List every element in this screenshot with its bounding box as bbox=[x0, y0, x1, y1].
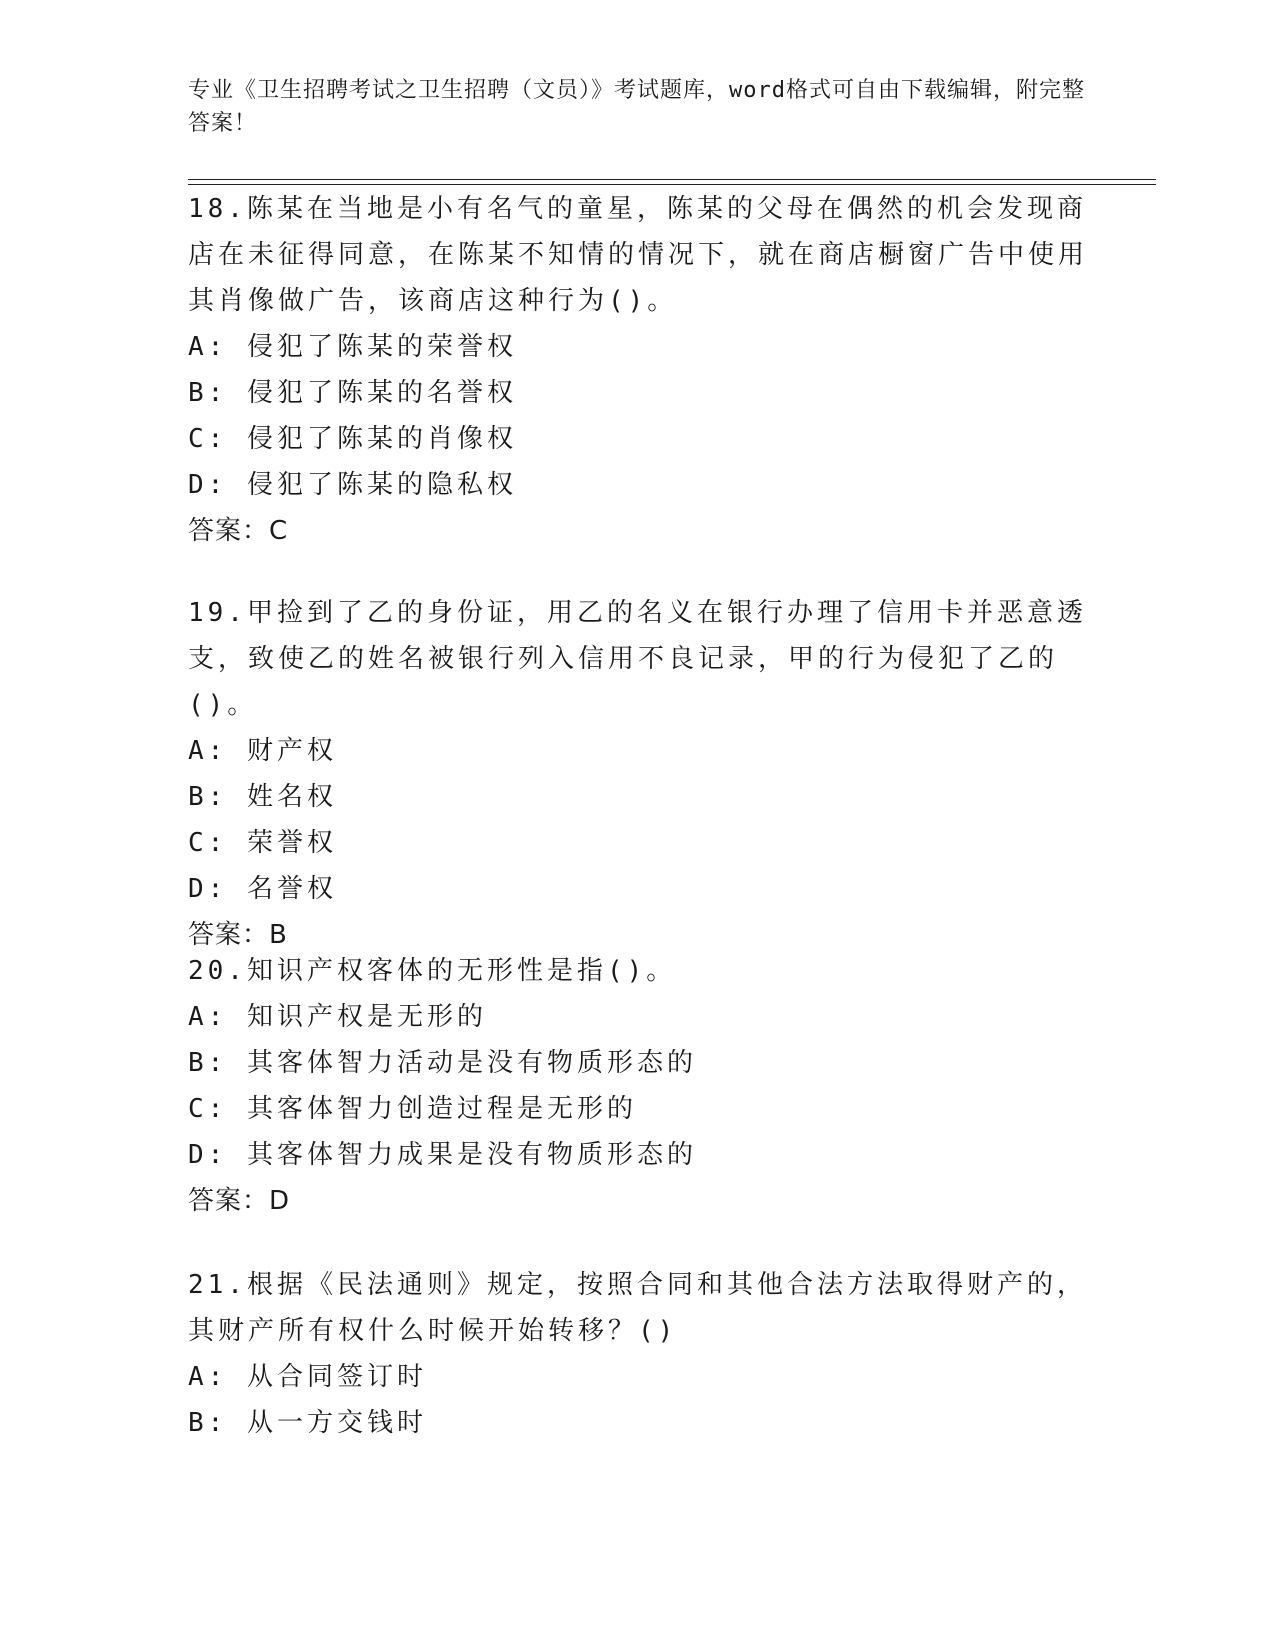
option-a: A: 从合同签订时 bbox=[188, 1362, 427, 1392]
option-b: B: 姓名权 bbox=[188, 782, 337, 812]
option-a: A: 知识产权是无形的 bbox=[188, 1002, 487, 1032]
answer-label: 答案：D bbox=[188, 1186, 291, 1216]
document-header: 专业《卫生招聘考试之卫生招聘（文员）》考试题库，word格式可自由下载编辑，附完整答案！ bbox=[188, 78, 1085, 136]
option-a: A: 侵犯了陈某的荣誉权 bbox=[188, 332, 517, 362]
question-21 bbox=[188, 1262, 1088, 1446]
question-stem: 21.根据《民法通则》规定，按照合同和其他合法方法取得财产的，其财产所有权什么时候开始转移？() bbox=[188, 1270, 1087, 1346]
option-d: D: 名誉权 bbox=[188, 874, 337, 904]
question-stem: 18.陈某在当地是小有名气的童星，陈某的父母在偶然的机会发现商店在未征得同意，在陈某不知情的情况下，就在商店橱窗广告中使用其肖像做广告，该商店这种行为()。 bbox=[188, 194, 1089, 316]
header-divider-top bbox=[188, 179, 1156, 180]
question-20 bbox=[188, 948, 1088, 1224]
option-d: D: 其客体智力成果是没有物质形态的 bbox=[188, 1140, 697, 1170]
option-c: C: 荣誉权 bbox=[188, 828, 337, 858]
header-divider-bottom bbox=[188, 184, 1156, 185]
option-a: A: 财产权 bbox=[188, 736, 337, 766]
option-b: B: 其客体智力活动是没有物质形态的 bbox=[188, 1048, 697, 1078]
question-18 bbox=[188, 186, 1088, 554]
answer-label: 答案：C bbox=[188, 516, 289, 546]
option-b: B: 侵犯了陈某的名誉权 bbox=[188, 378, 517, 408]
option-c: C: 侵犯了陈某的肖像权 bbox=[188, 424, 517, 454]
question-stem: 20.知识产权客体的无形性是指()。 bbox=[188, 956, 677, 986]
option-c: C: 其客体智力创造过程是无形的 bbox=[188, 1094, 637, 1124]
question-stem: 19.甲捡到了乙的身份证，用乙的名义在银行办理了信用卡并恶意透支，致使乙的姓名被银行列入信用不良记录，甲的行为侵犯了乙的()。 bbox=[188, 598, 1087, 720]
answer-label: 答案：B bbox=[188, 920, 288, 950]
question-19 bbox=[188, 590, 1088, 958]
option-d: D: 侵犯了陈某的隐私权 bbox=[188, 470, 517, 500]
option-b: B: 从一方交钱时 bbox=[188, 1408, 427, 1438]
